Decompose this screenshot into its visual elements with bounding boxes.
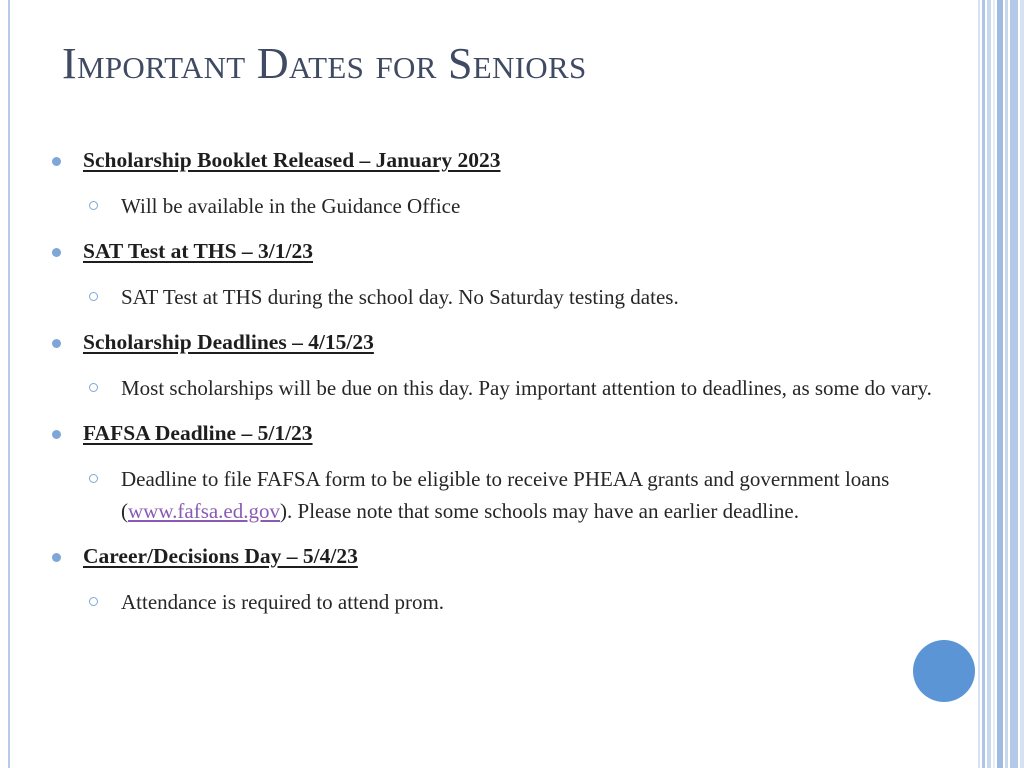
item-heading <box>48 236 978 267</box>
item-detail <box>48 463 978 527</box>
item-heading-label: Scholarship Booklet Released – January 2023 <box>83 148 501 172</box>
item-heading-label: Career/Decisions Day – 5/4/23 <box>83 544 358 568</box>
item-heading <box>48 541 978 572</box>
item-detail <box>48 372 978 404</box>
item-detail-text: Attendance is required to attend prom. <box>121 590 445 614</box>
stripe <box>978 0 980 768</box>
bullet-dot-icon <box>52 157 61 166</box>
stripe <box>1020 0 1024 768</box>
bullet-ring-icon <box>89 201 98 210</box>
list-item <box>48 145 978 222</box>
item-heading <box>48 327 978 358</box>
item-heading-label: SAT Test at THS – 3/1/23 <box>83 239 314 263</box>
page-title: Important Dates for Seniors <box>62 39 587 88</box>
left-border-rule <box>8 0 10 768</box>
list-item <box>48 327 978 404</box>
stripe <box>997 0 1003 768</box>
item-heading <box>48 418 978 449</box>
bullet-ring-icon <box>89 597 98 606</box>
item-heading-label: Scholarship Deadlines – 4/15/23 <box>83 330 374 354</box>
stripe <box>982 0 985 768</box>
bullet-ring-icon <box>89 383 98 392</box>
bullet-ring-icon <box>89 292 98 301</box>
bullet-dot-icon <box>52 339 61 348</box>
bullet-dot-icon <box>52 430 61 439</box>
item-detail <box>48 586 978 618</box>
dates-list <box>48 145 978 618</box>
right-decorative-band <box>978 0 1024 768</box>
item-detail <box>48 190 978 222</box>
item-detail-text: Most scholarships will be due on this day. Pay important attention to deadlines, as some do vary. <box>121 376 932 400</box>
decorative-circle-icon <box>913 640 975 702</box>
stripe <box>993 0 995 768</box>
item-detail-text-before: Deadline to file FAFSA form to be eligible to receive PHEAA grants and government loans ( <box>121 467 890 523</box>
list-item <box>48 541 978 618</box>
bullet-dot-icon <box>52 553 61 562</box>
item-detail-text-after: ). Please note that some schools may have an earlier deadline. <box>280 499 799 523</box>
item-detail-text: Will be available in the Guidance Office <box>121 194 461 218</box>
stripe <box>987 0 991 768</box>
list-item <box>48 418 978 527</box>
item-heading-label: FAFSA Deadline – 5/1/23 <box>83 421 313 445</box>
list-item <box>48 236 978 313</box>
item-detail-text: SAT Test at THS during the school day. No Saturday testing dates. <box>121 285 679 309</box>
item-heading <box>48 145 978 176</box>
bullet-ring-icon <box>89 474 98 483</box>
fafsa-link[interactable]: www.fafsa.ed.gov <box>128 499 281 523</box>
stripe <box>1010 0 1018 768</box>
item-detail <box>48 281 978 313</box>
bullet-dot-icon <box>52 248 61 257</box>
stripe <box>1005 0 1008 768</box>
